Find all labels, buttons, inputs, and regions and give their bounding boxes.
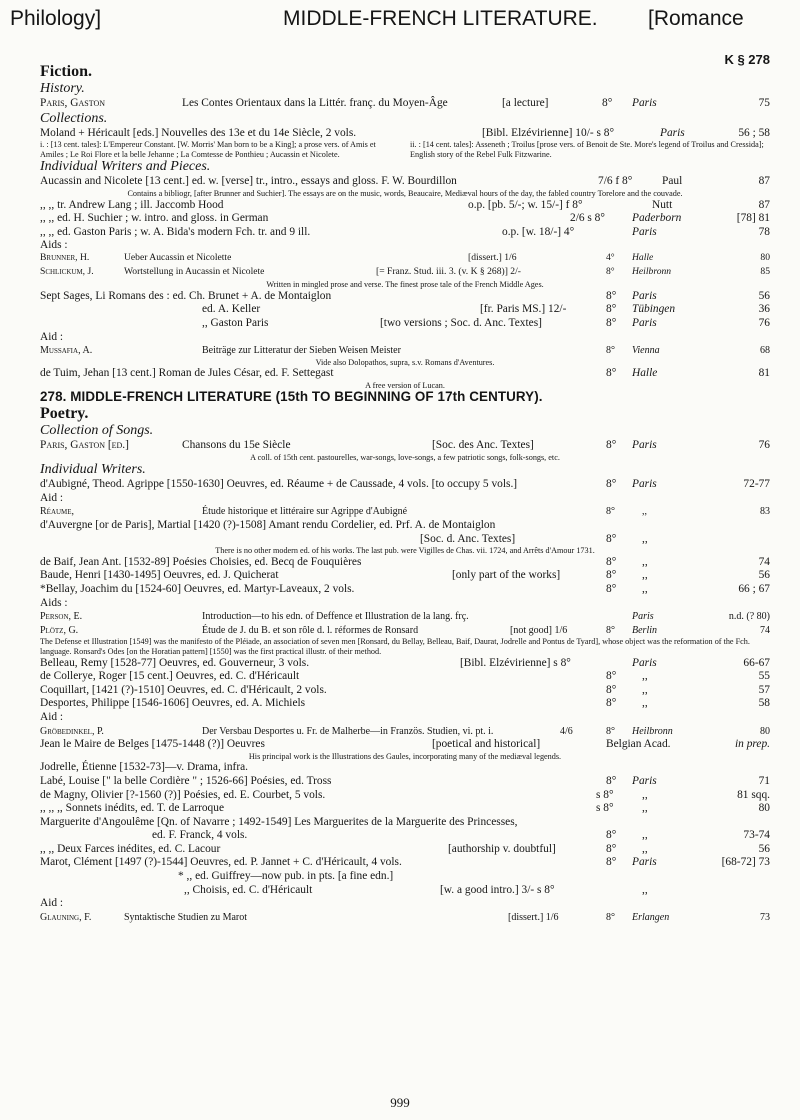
moland-contents: i. : [13 cent. tales]: L'Empereur Constant. [W. Morris' Man born to be a King]; a prose vers. of Amis et Amiles ; Le Roi Flore et la belle Jehanne ; La Comtesse de Ponthieu ; Aucassin et Nicolete. ii. : [14 cent. tales]: Asseneth ; Troilus [prose vers. of Benoit de Ste. More's legend of Troilus and Cressida]; English story of the Rebel Fulk Fitzwarine. — [40, 140, 764, 159]
aucassin-note: Contains a bibliogr, [after Brunner and Suchier]. The essays are on the music, words, Beaucaire, Mediæval hours of the day, the fabled country Torelore and the couvade. — [127, 188, 683, 198]
poetry-title: Poetry. — [40, 405, 89, 423]
entry-marot: Marot, Clément [1497 (?)-1544] Oeuvres, ed. P. Jannet + C. d'Héricault, 4 vols. 8° Paris [68-72] 73 — [40, 856, 770, 869]
defense-note: The Defense et Illustration [1549] was the manifesto of the Pléiade, an association of seven men [Ronsard, du Bellay, Belleau, Baif, Daurat, Jodrelle and Pontus de Tyard], whose object was the reformation of the Fch. language. Ronsard's Odes [on the Horatian pattern] [1550] was the first practical illustr. of their method. — [40, 637, 750, 656]
entry-magny: de Magny, Olivier [?-1560 (?)] Poésies, ed. E. Courbet, 5 vols. s 8° ,, 81 sqq. — [40, 788, 770, 801]
entry-grobedinkel: Gröbedinkel, P. Der Versbau Desportes u. Fr. de Malherbe—in Französ. Studien, vi. pt. i. 4/6 8° Heilbronn 80 — [40, 725, 770, 737]
individual-subtitle: Individual Writers and Pieces. — [40, 159, 211, 175]
page-content — [40, 62, 770, 924]
aid-label: Aid : — [40, 330, 64, 343]
entry-keller: ed. A. Keller [fr. Paris MS.] 12/- 8° Tübingen 36 — [202, 303, 770, 316]
entry-schlickum: Schlickum, J. Wortstellung in Aucassin et Nicolete [= Franz. Stud. iii. 3. (v. K § 268)] 2/- 8° Heilbronn 85 — [40, 265, 770, 277]
entry-magny-sonnets: ,, ,, ,, Sonnets inédits, ed. T. de Larroque s 8° ,, 80 — [40, 802, 770, 815]
entry-aucassin-paris: ,, ,, ed. Gaston Paris ; w. A. Bida's modern Fch. tr. and 9 ill. o.p. [w. 18/-] 4° Paris 78 — [40, 225, 770, 238]
entry-lemaire: Jean le Maire de Belges [1475-1448 (?)] Oeuvres [poetical and historical] Belgian Acad. in prep. — [40, 738, 770, 751]
entry-belleau: Belleau, Remy [1528-77] Oeuvres, ed. Gouverneur, 3 vols. [Bibl. Elzévirienne] s 8° Paris 66-67 — [40, 656, 770, 669]
aid-label-2: Aid : — [40, 491, 64, 504]
collections-subtitle: Collections. — [40, 110, 108, 126]
header-center: MIDDLE-FRENCH LITERATURE. — [283, 7, 598, 30]
header-right: [Romance — [648, 7, 744, 30]
entry-mussafia: Mussafia, A. Beiträge zur Litteratur der Sieben Weisen Meister 8° Vienna 68 — [40, 345, 770, 357]
entry-coquillart: Coquillart, [1421 (?)-1510] Oeuvres, ed. C. d'Héricault, 2 vols. 8° ,, 57 — [40, 683, 770, 696]
entry-paris-contes: Paris, Gaston Les Contes Orientaux dans la Littér. franç. du Moyen-Âge [a lecture] 8° Paris 75 — [40, 97, 770, 109]
page-number: 999 — [390, 1095, 410, 1110]
entry-auvergne-2: [Soc. d. Anc. Textes] 8° ,, — [420, 532, 648, 545]
entry-marguerite-farces: ,, ,, Deux Farces inédites, ed. C. Lacour [authorship v. doubtful] 8° ,, 56 — [40, 842, 770, 855]
entry-aucassin-bourdillon: Aucassin and Nicolete [13 cent.] ed. w. [verse] tr., intro., essays and gloss. F. W. Bourdillon 7/6 f 8° Paul 87 — [40, 175, 770, 188]
entry-marot-guiffrey: * ,, ed. Guiffrey—now pub. in pts. [a fine edn.] — [178, 870, 394, 883]
entry-auvergne: d'Auvergne [or de Paris], Martial [1420 (?)-1508] Amant rendu Cordelier, ed. Prf. A. de Montaiglon — [40, 519, 496, 532]
individual-writers-subtitle: Individual Writers. — [40, 462, 146, 478]
auvergne-note: There is no other modern ed. of his works. The last pub. were Vigilles de Chas. vii. 1724, and Arrêts d'Amour 1731. — [215, 546, 595, 556]
entry-glauning: Glauning, F. Syntaktische Studien zu Marot [dissert.] 1/6 8° Erlangen 73 — [40, 911, 770, 923]
entry-bellay: *Bellay, Joachim du [1524-60] Oeuvres, ed. Martyr-Laveaux, 2 vols. 8° ,, 66 ; 67 — [40, 583, 770, 595]
entry-tuim: de Tuim, Jehan [13 cent.] Roman de Jules César, ed. F. Settegast 8° Halle 81 — [40, 367, 770, 380]
entry-marguerite: Marguerite d'Angoulême [Qn. of Navarre ; 1492-1549] Les Marguerites de la Marguerite des Princesses, — [40, 815, 518, 828]
entry-collerye: de Collerye, Roger [15 cent.] Oeuvres, ed. C. d'Héricault 8° ,, 55 — [40, 670, 770, 683]
section-code: K § 278 — [724, 52, 770, 67]
entry-moland: Moland + Héricault [eds.] Nouvelles des 13e et du 14e Siècle, 2 vols. [Bibl. Elzévirienne] 10/- s 8° Paris 56 ; 58 — [40, 126, 770, 139]
written-note: Written in mingled prose and verse. The finest prose tale of the French Middle Ages. — [266, 280, 544, 290]
header-left: Philology] — [10, 7, 102, 30]
history-subtitle: History. — [40, 81, 85, 96]
lemaire-note: His principal work is the Illustrations des Gaules, incorporating many of the mediæval legends. — [248, 751, 562, 761]
tuim-note: A free version of Lucan. — [365, 380, 445, 390]
entry-brunner: Brunner, H. Ueber Aucassin et Nicolette [dissert.] 1/6 4° Halle 80 — [40, 251, 770, 263]
page-header — [0, 0, 800, 40]
entry-plotz: Plötz, G. Étude de J. du B. et son rôle d. l. réformes de Ronsard [not good] 1/6 8° Berlin 74 — [40, 624, 770, 636]
aids-label: Aids : — [40, 239, 68, 252]
aids-label-2: Aids : — [40, 596, 68, 609]
songs-subtitle: Collection of Songs. — [40, 423, 154, 439]
entry-person: Person, E. Introduction—to his edn. of Deffence et Illustration de la lang. frç. Paris n.d. (? 80) — [40, 611, 770, 623]
entry-chansons: Paris, Gaston [ed.] Chansons du 15e Siècle [Soc. des Anc. Textes] 8° Paris 76 — [40, 439, 770, 452]
aid-label-3: Aid : — [40, 710, 64, 723]
entry-baude: Baude, Henri [1430-1495] Oeuvres, ed. J. Quicherat [only part of the works] 8° ,, 56 — [40, 569, 770, 582]
entry-reaume: Réaume, Étude historique et littéraire sur Agrippe d'Aubigné 8° ,, 83 — [40, 506, 770, 518]
entry-aucassin-lang: ,, ,, tr. Andrew Lang ; ill. Jaccomb Hood o.p. [pb. 5/-; w. 15/-] f 8° Nutt 87 — [40, 198, 770, 211]
entry-labe: Labé, Louise [" la belle Cordière " ; 1526-66] Poésies, ed. Tross 8° Paris 71 — [40, 774, 770, 787]
entry-baif: de Baif, Jean Ant. [1532-89] Poésies Choisies, ed. Becq de Fouquières 8° ,, 74 — [40, 555, 770, 568]
entry-jodrelle: Jodrelle, Étienne [1532-73]—v. Drama, infra. — [40, 761, 249, 774]
vide-note: Vide also Dolopathos, supra, s.v. Romans d'Aventures. — [315, 357, 495, 367]
entry-marguerite-franck: ed. F. Franck, 4 vols. 8° ,, 73-74 — [152, 829, 770, 842]
entry-aubigne: d'Aubigné, Theod. Agrippe [1550-1630] Oeuvres, ed. Réaume + de Caussade, 4 vols. [to occupy 5 vols.] 8° Paris 72-77 — [40, 478, 770, 491]
entry-aucassin-suchier: ,, ,, ed. H. Suchier ; w. intro. and gloss. in German 2/6 s 8° Paderborn [78] 81 — [40, 212, 770, 225]
fiction-title: Fiction. — [40, 63, 92, 80]
section-heading: 278. MIDDLE-FRENCH LITERATURE (15th TO BEGINNING OF 17th CENTURY). — [40, 389, 543, 405]
chansons-note: A coll. of 15th cent. pastourelles, war-songs, love-songs, a few patriotic songs, folk-songs, etc. — [250, 452, 560, 462]
entry-gaston-paris: ,, Gaston Paris [two versions ; Soc. d. Anc. Textes] 8° Paris 76 — [202, 316, 770, 329]
aid-label-4: Aid : — [40, 897, 64, 910]
entry-sept-sages: Sept Sages, Li Romans des : ed. Ch. Brunet + A. de Montaiglon 8° Paris 56 — [40, 289, 770, 302]
entry-desportes: Desportes, Philippe [1546-1606] Oeuvres, ed. A. Michiels 8° ,, 58 — [40, 697, 770, 710]
entry-marot-choisis: ,, Choisis, ed. C. d'Héricault [w. a good intro.] 3/- s 8° ,, — [184, 883, 648, 896]
